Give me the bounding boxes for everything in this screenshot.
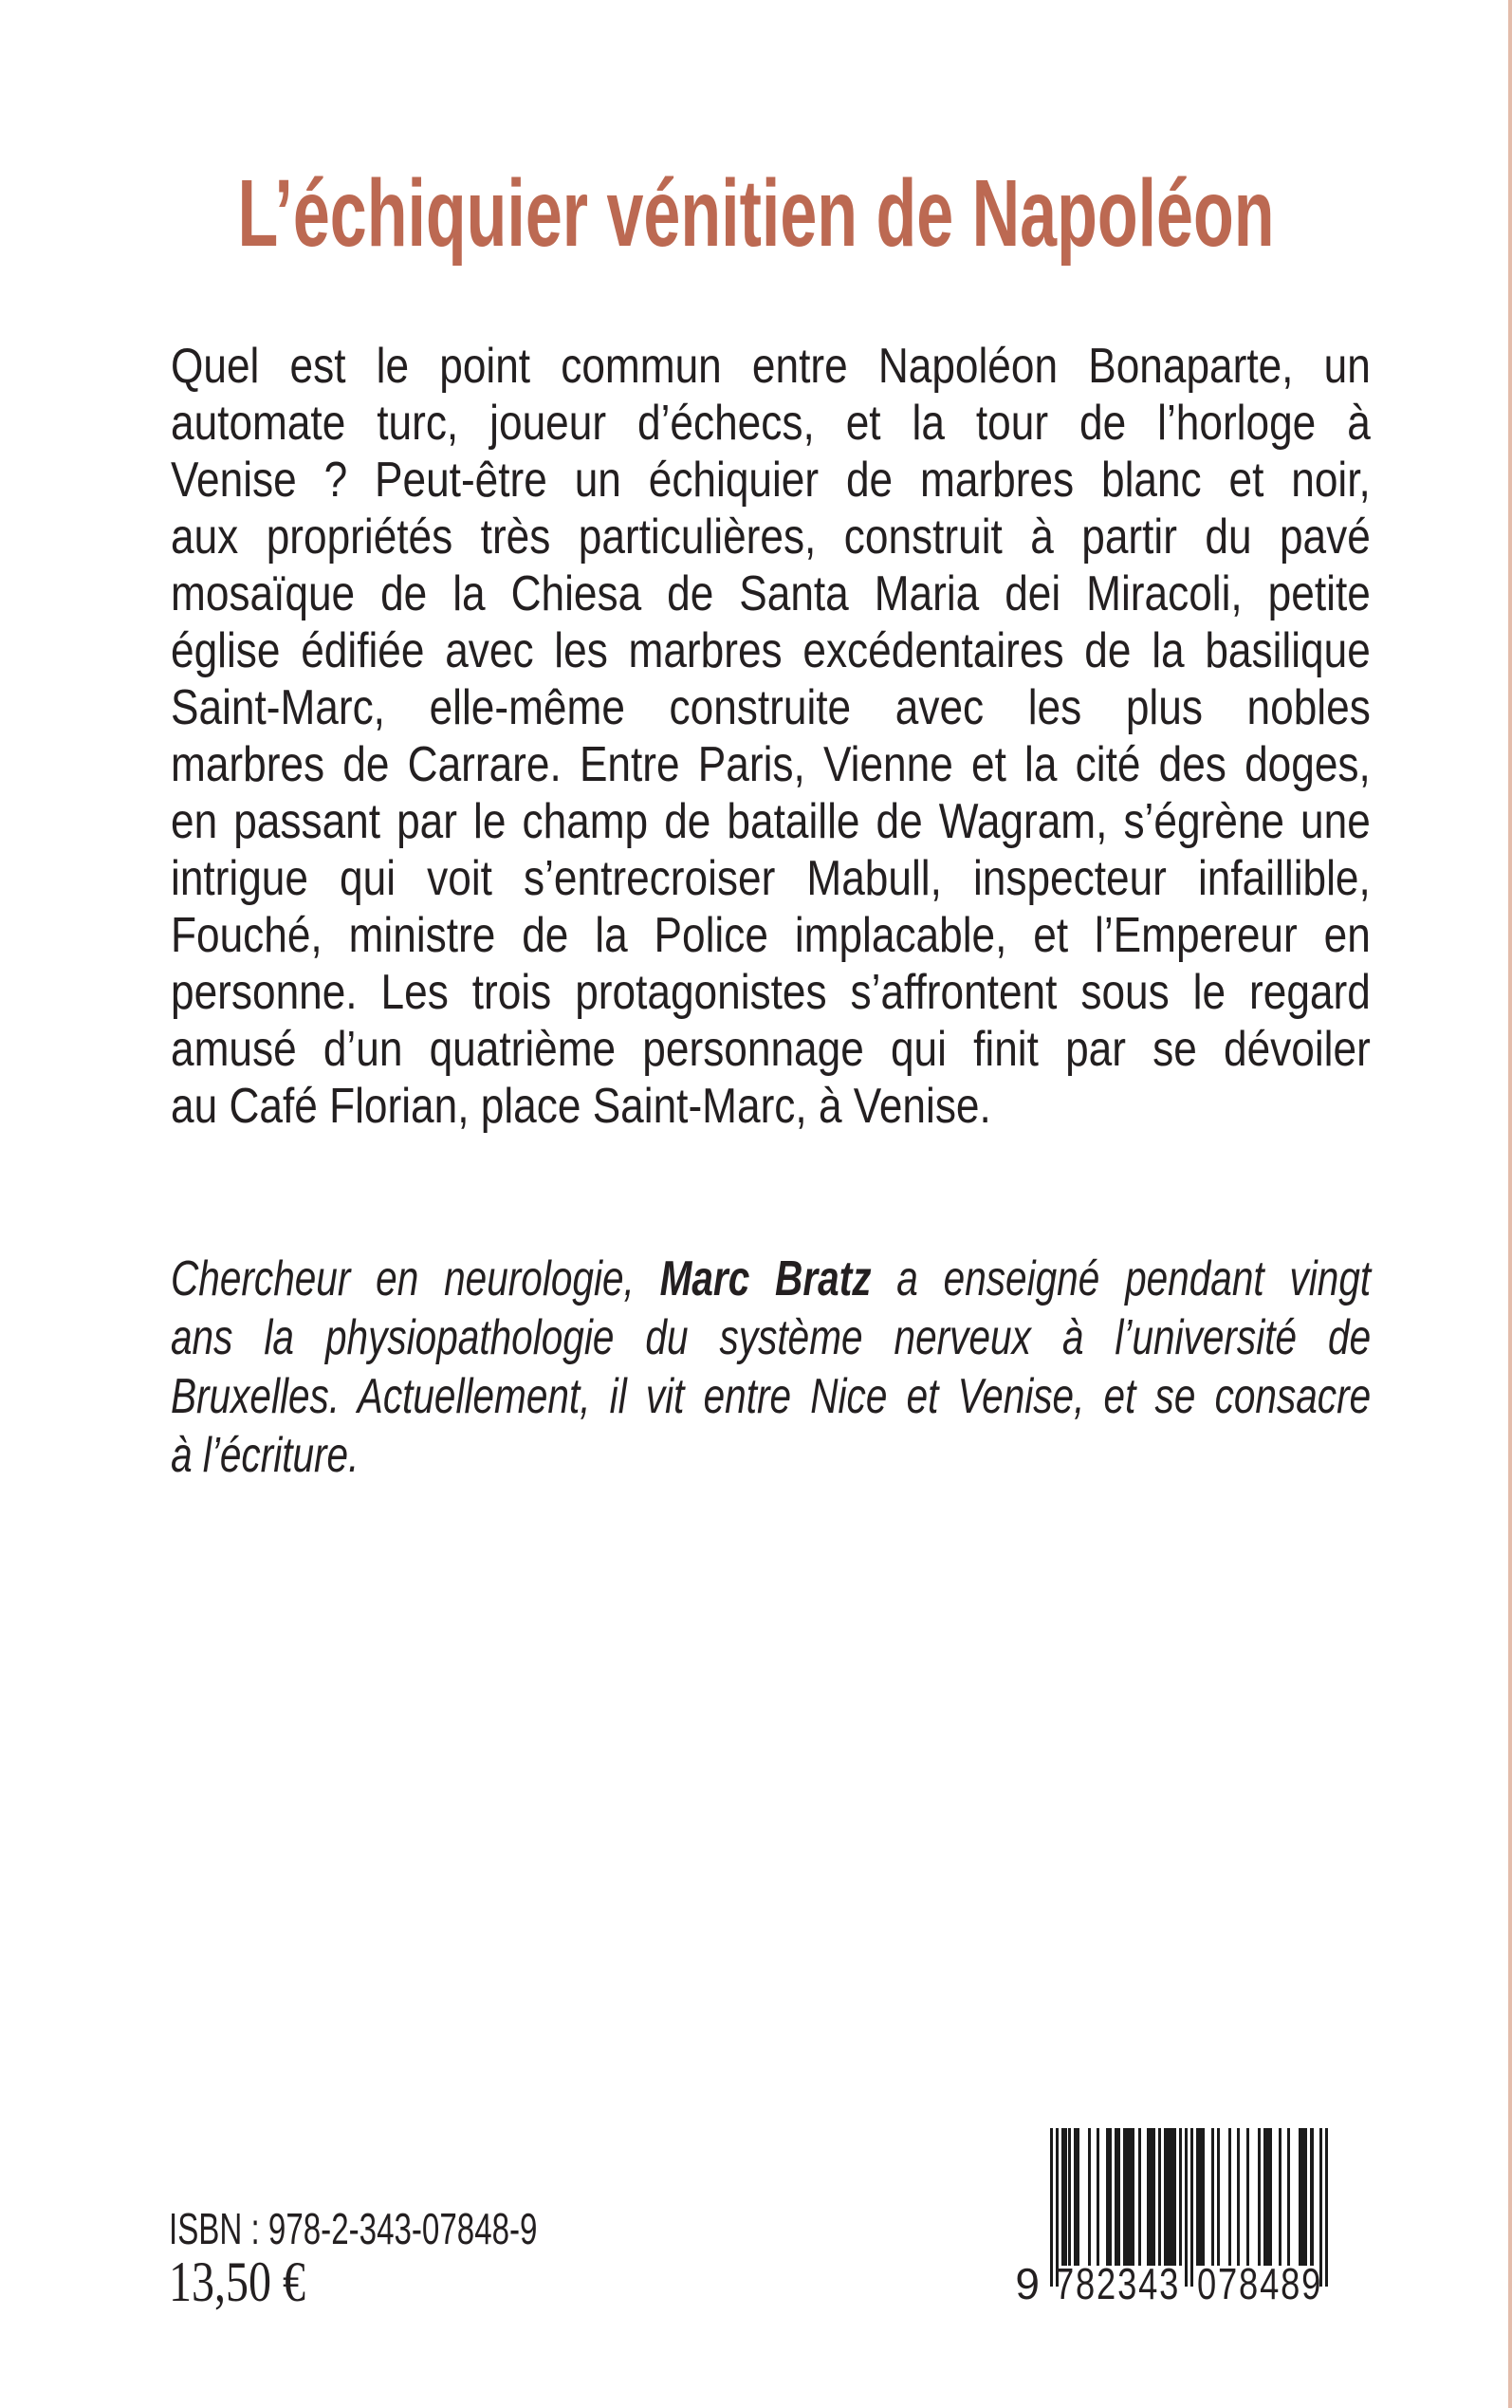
barcode-digit: 3: [1117, 2259, 1137, 2308]
barcode-bar: [1132, 2128, 1134, 2266]
barcode-bar: [1246, 2128, 1249, 2266]
barcode-bar: [1068, 2128, 1071, 2266]
barcode-digit: 7: [1218, 2259, 1238, 2308]
author-name: Marc Bratz: [659, 1251, 872, 1306]
barcode-bar: [1109, 2128, 1112, 2266]
barcode-bar: [1158, 2128, 1161, 2266]
barcode-bar: [1304, 2128, 1307, 2266]
barcode-digit: 2: [1097, 2259, 1116, 2308]
barcode-bar: [1217, 2128, 1220, 2266]
barcode-digit: 4: [1260, 2259, 1280, 2308]
synopsis-line: église édifiée avec les marbres excédentaires de la basilique: [171, 623, 1371, 678]
synopsis-line: amusé d’un quatrième personnage qui finit par se dévoiler: [171, 1022, 1371, 1077]
synopsis-line: marbres de Carrare. Entre Paris, Vienne et la cité des doges,: [171, 737, 1371, 792]
barcode-bar: [1325, 2128, 1328, 2287]
right-edge-line: [1508, 0, 1512, 2408]
synopsis-line: intrigue qui voit s’entrecroiser Mabull, inspecteur infaillible,: [171, 851, 1371, 906]
barcode-bar: [1237, 2128, 1240, 2266]
synopsis-line: au Café Florian, place Saint-Marc, à Venise.: [171, 1079, 991, 1134]
barcode-bar: [1211, 2128, 1214, 2266]
barcode-number-group-2: [1197, 2258, 1320, 2309]
synopsis-line: Fouché, ministre de la Police implacable, et l’Empereur en: [171, 908, 1371, 963]
bio-line: à l’écriture.: [171, 1428, 360, 1483]
barcode-bar: [1050, 2128, 1053, 2287]
barcode-digit: 8: [1281, 2259, 1300, 2308]
price-text: 13,50 €: [169, 2251, 305, 2313]
synopsis-line: Venise ? Peut-être un échiquier de marbres blanc et noir,: [171, 453, 1371, 508]
bio-line: ans la physiopathologie du système nerveux à l’université de: [171, 1310, 1372, 1365]
barcode-digit: 7: [1055, 2259, 1075, 2308]
barcode-bar: [1088, 2128, 1091, 2266]
barcode-bar: [1202, 2128, 1205, 2266]
synopsis-line: automate turc, joueur d’échecs, et la tour de l’horloge à: [171, 396, 1371, 451]
barcode-bar: [1279, 2128, 1282, 2266]
barcode-bar: [1269, 2128, 1272, 2266]
barcode-bar: [1287, 2128, 1290, 2266]
barcode-bar: [1117, 2128, 1120, 2266]
barcode-bar: [1258, 2128, 1261, 2266]
barcode-bar: [1138, 2128, 1141, 2266]
barcode-digit: 8: [1239, 2259, 1259, 2308]
synopsis-paragraph: [171, 338, 1371, 1135]
isbn-text: ISBN : 978-2-343-07848-9: [169, 2204, 538, 2253]
barcode-digit: 3: [1159, 2259, 1179, 2308]
synopsis-line: Saint-Marc, elle-même construite avec les plus nobles: [171, 680, 1371, 735]
barcode-digit: 4: [1138, 2259, 1158, 2308]
bio-line: Bruxelles. Actuellement, il vit entre Nice et Venise, et se consacre: [171, 1369, 1372, 1424]
synopsis-line: personne. Les trois protagonistes s’affrontent sous le regard: [171, 965, 1371, 1020]
barcode-bar: [1190, 2128, 1193, 2287]
synopsis-line: en passant par le champ de bataille de Wagram, s’égrène une: [171, 794, 1371, 849]
barcode-bar: [1097, 2128, 1099, 2266]
barcode-bar: [1185, 2128, 1188, 2287]
bio-text-pre: Chercheur en neurologie,: [171, 1251, 660, 1306]
barcode-number-group-1: [1055, 2258, 1178, 2309]
barcode-bar: [1152, 2128, 1155, 2266]
barcode-bar: [1173, 2128, 1176, 2266]
barcode-digit: 9: [1301, 2259, 1321, 2308]
book-title: L’échiquier vénitien de Napoléon: [237, 160, 1275, 267]
barcode-bar: [1228, 2128, 1231, 2266]
bio-text-post: a enseigné pendant vingt: [871, 1251, 1372, 1306]
barcode-bar: [1310, 2128, 1313, 2266]
bio-line: [171, 1250, 1371, 1308]
barcode-bar: [1179, 2128, 1182, 2266]
barcode-number-left: 9: [1015, 2259, 1040, 2308]
author-bio-paragraph: [171, 1250, 1371, 1485]
barcode-bar: [1077, 2128, 1079, 2266]
bio-rest-lines: [171, 1308, 1371, 1485]
barcode-digit: 8: [1076, 2259, 1096, 2308]
synopsis-line: mosaïque de la Chiesa de Santa Maria dei Miracoli, petite: [171, 566, 1371, 621]
synopsis-line: Quel est le point commun entre Napoléon Bonaparte, un: [171, 339, 1371, 394]
synopsis-line: aux propriétés très particulières, construit à partir du pavé: [171, 509, 1371, 565]
barcode-digit: 0: [1197, 2259, 1217, 2308]
